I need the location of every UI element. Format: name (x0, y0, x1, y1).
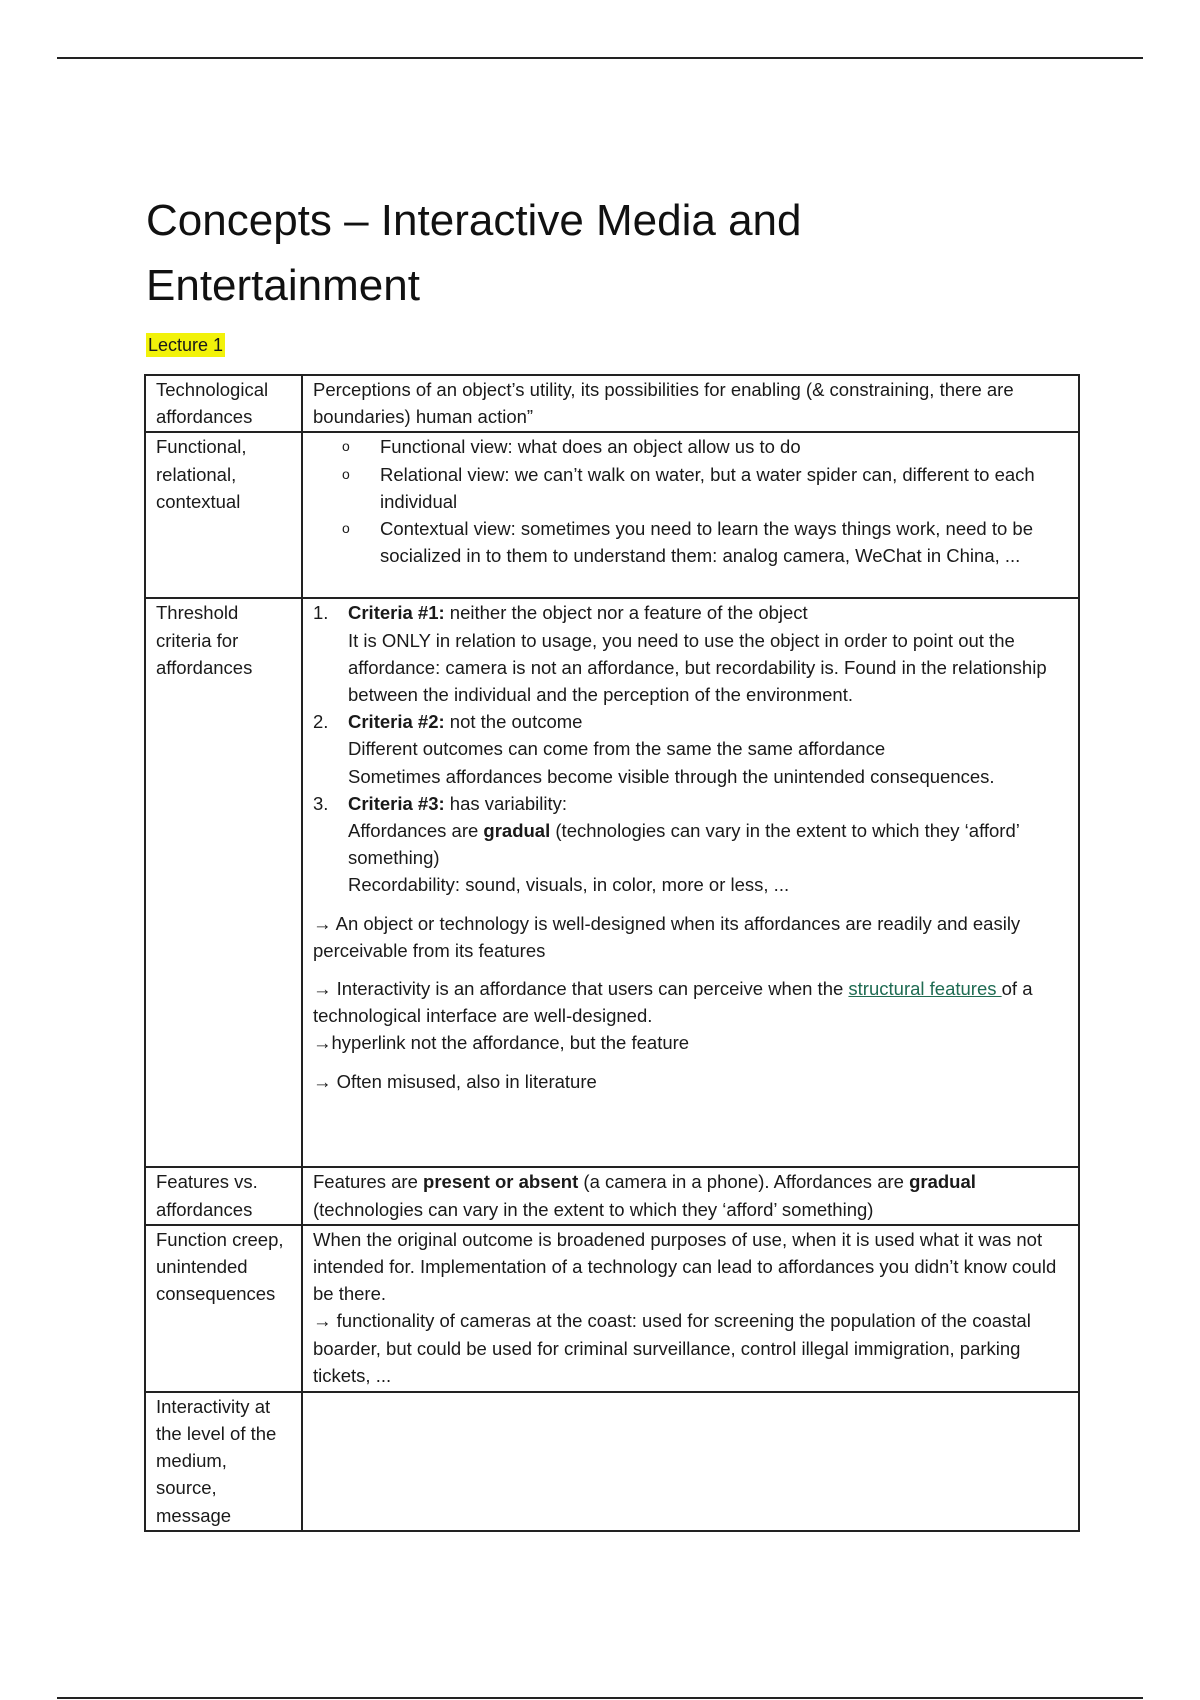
definition-cell (302, 1392, 1079, 1531)
lecture-label: Lecture 1 (148, 335, 224, 355)
table-row (145, 432, 1079, 598)
list-number: 1. (313, 602, 329, 624)
definition-text: → functionality of cameras at the coast: used for screening the population of the coastal boarder, but could be used for criminal surveillance, control illegal immigration, parking tickets, ... (313, 1310, 1031, 1386)
structural-features-link[interactable]: structural features (848, 978, 1002, 1000)
criteria-body (348, 817, 1069, 871)
list-item-text: Relational view: we can’t walk on water, but a water spider can, different to each individual (380, 463, 1035, 512)
hollow-bullet-icon: o (342, 465, 350, 482)
table-row (145, 1167, 1079, 1224)
note-paragraph: → Often misused, also in literature (313, 1070, 597, 1092)
criteria-body: Sometimes affordances become visible through the unintended consequences. (348, 765, 995, 787)
criteria-body: Different outcomes can come from the same the same affordance (348, 738, 886, 760)
definition-cell: Perceptions of an object’s utility, its possibilities for enabling (& constraining, there are boundaries) human action” (302, 375, 1079, 432)
criteria-body: Recordability: sound, visuals, in color, more or less, ... (348, 874, 790, 896)
criteria-title: neither the object nor a feature of the object (444, 602, 808, 624)
list-number: 2. (313, 711, 329, 733)
criteria-label: Criteria #2: (348, 711, 445, 733)
criteria-title: not the outcome (444, 711, 583, 733)
criteria-body: It is ONLY in relation to usage, you need to use the object in order to point out the affordance: camera is not an affordance, but recordability is. Found in the relationship between the individual and the perception of the environment. (348, 629, 1047, 706)
table-row (145, 1392, 1079, 1531)
bullet-list (313, 433, 1069, 569)
list-item (313, 790, 1069, 899)
definition-bold: gradual (909, 1171, 976, 1193)
list-item (313, 599, 1069, 708)
term-cell: Features vs. affordances (145, 1167, 302, 1224)
hollow-bullet-icon: o (342, 520, 350, 537)
criteria-heading (348, 599, 1069, 626)
note-paragraph: →hyperlink not the affordance, but the feature (313, 1032, 690, 1054)
definition-text: Features are (313, 1171, 424, 1193)
criteria-label: Criteria #3: (348, 792, 445, 814)
term-cell: Technological affordances (145, 375, 302, 432)
term-cell: Functional, relational, contextual (145, 432, 302, 598)
definition-cell (302, 1167, 1079, 1224)
list-item-text: Contextual view: sometimes you need to learn the ways things work, need to be socialized in to them to understand them: analog camera, WeChat in China, ... (380, 518, 1033, 567)
list-item-text: Functional view: what does an object allow us to do (380, 436, 801, 458)
term-cell: Function creep, unintended consequences (145, 1225, 302, 1392)
criteria-label: Criteria #1: (348, 602, 445, 624)
term-cell: Threshold criteria for affordances (145, 598, 302, 1167)
definition-text: When the original outcome is broadened purposes of use, when it is used what it was not intended for. Implementation of a technology can lead to affordances you didn’t know could be there. (313, 1228, 1057, 1305)
note-text: → Interactivity is an affordance that users can perceive when the (313, 978, 849, 1000)
criteria-list (313, 599, 1069, 898)
note-text: of a technological interface are well-designed. (313, 978, 1033, 1027)
criteria-heading (348, 790, 1069, 817)
list-number: 3. (313, 792, 329, 814)
note-paragraph: → An object or technology is well-designed when its affordances are readily and easily perceivable from its features (313, 912, 1021, 961)
note-paragraph (313, 975, 1069, 1029)
header-rule (57, 57, 1143, 59)
criteria-body-text: Affordances are (348, 820, 484, 842)
definition-bold: present or absent (423, 1171, 579, 1193)
list-item (313, 515, 1069, 569)
table-row (145, 1225, 1079, 1392)
criteria-title: has variability: (444, 792, 568, 814)
definition-cell (302, 432, 1079, 598)
term-cell: Interactivity at the level of the medium, source, message (145, 1392, 302, 1531)
list-item (313, 461, 1069, 515)
table-row (145, 375, 1079, 432)
criteria-body-bold: gradual (483, 820, 551, 842)
concepts-table (144, 374, 1080, 1532)
hollow-bullet-icon: o (342, 438, 350, 455)
definition-text: (a camera in a phone). Affordances are (578, 1171, 910, 1193)
list-item (313, 708, 1069, 790)
criteria-body-text: (technologies can vary in the extent to which they ‘afford’ something) (348, 820, 1020, 869)
definition-cell (302, 1225, 1079, 1392)
list-item (313, 433, 1069, 460)
document-title: Concepts – Interactive Media and Entertainment (146, 196, 802, 310)
table-row (145, 598, 1079, 1167)
footer-rule (57, 1697, 1143, 1699)
definition-text: (technologies can vary in the extent to which they ‘afford’ something) (313, 1198, 874, 1220)
criteria-heading (348, 708, 1069, 735)
definition-cell (302, 598, 1079, 1167)
